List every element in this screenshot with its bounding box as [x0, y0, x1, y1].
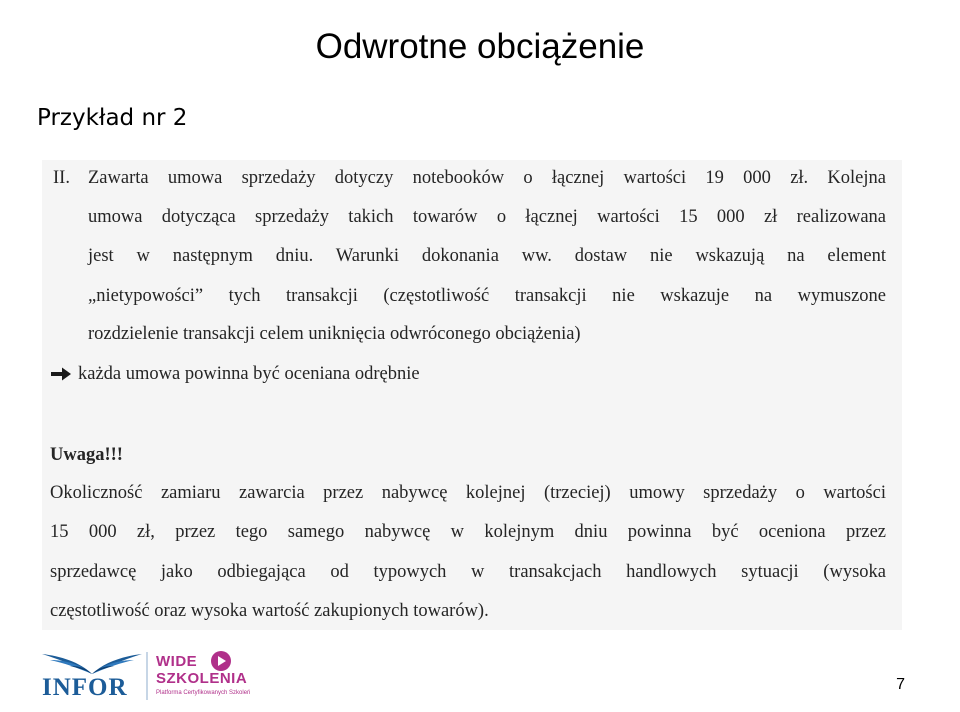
paragraph-line: jest w następnym dniu. Warunki dokonania ww. dostaw nie wskazują na element — [88, 246, 886, 266]
warning-line: 15 000 zł, przez tego samego nabywcę w kolejnym dniu powinna być oceniona przez — [50, 522, 886, 542]
page-number: 7 — [896, 676, 905, 693]
paragraph-line: rozdzielenie transakcji celem uniknięcia odwróconego obciążenia) — [88, 324, 581, 344]
platform-tagline: Platforma Certyfikowanych Szkoleń — [156, 690, 251, 696]
wide-logo-text: WIDE — [156, 653, 198, 670]
book-wings-icon — [40, 648, 144, 676]
conclusion-text: każda umowa powinna być oceniana odrębnie — [78, 364, 420, 384]
scanned-document-excerpt — [42, 160, 902, 630]
section-numeral: II. — [53, 168, 70, 188]
infor-logo-text: INFOR — [42, 674, 128, 701]
paragraph-line: Zawarta umowa sprzedaży dotyczy notebooków o łącznej wartości 19 000 zł. Kolejna — [88, 168, 886, 188]
warning-line: częstotliwość oraz wysoka wartość zakupionych towarów). — [50, 601, 489, 621]
slide-subtitle: Przykład nr 2 — [37, 105, 188, 131]
warning-line: Okoliczność zamiaru zawarcia przez nabywcę kolejnej (trzeciej) umowy sprzedaży o wartości — [50, 483, 886, 503]
arrow-right-icon — [50, 366, 72, 382]
footer-logo — [40, 648, 270, 704]
paragraph-line: „nietypowości” tych transakcji (częstotliwość transakcji nie wskazuje na wymuszone — [88, 286, 886, 306]
logo-divider — [146, 652, 148, 700]
warning-heading: Uwaga!!! — [50, 445, 123, 465]
szkolenia-logo-text: SZKOLENIA — [156, 670, 248, 687]
play-icon — [210, 650, 232, 672]
warning-line: sprzedawcę jako odbiegająca od typowych w transakcjach handlowych sytuacji (wysoka — [50, 562, 886, 582]
paragraph-line: umowa dotycząca sprzedaży takich towarów o łącznej wartości 15 000 zł realizowana — [88, 207, 886, 227]
slide-title: Odwrotne obciążenie — [315, 27, 645, 66]
